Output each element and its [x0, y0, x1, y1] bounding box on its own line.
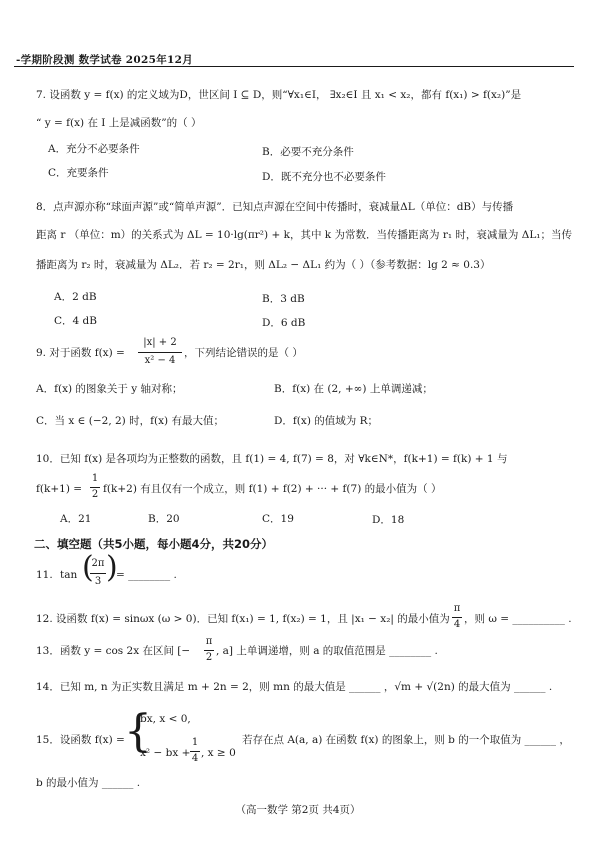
q8-option-b: B．3 dB	[262, 293, 305, 305]
q9-option-d: D．f(x) 的值域为 R；	[274, 415, 378, 427]
q10-line2-suffix: f(k+2) 有且仅有一个成立，则 f(1) + f(2) + ··· + f(7) 的最小值为（ ）	[103, 483, 442, 495]
q12-fraction-denominator: 4	[453, 619, 461, 630]
q12-suffix: ，则 ω = __________ .	[464, 613, 572, 625]
q8-line2: 距离 r （单位：m）的关系式为 ΔL = 10·lg(πr²) + k，其中 k 为常数．当传播距离为 r₁ 时，衰减量为 ΔL₁；当传	[36, 229, 572, 241]
q15-prefix: 15．设函数 f(x) =	[36, 734, 125, 746]
q10-option-b: B．20	[148, 513, 180, 525]
q13-fraction-numerator: π	[205, 636, 213, 647]
q11-fraction-bar	[90, 573, 106, 574]
q10-option-a: A．21	[60, 513, 92, 525]
q9-prefix: 9. 对于函数 f(x) =	[36, 347, 125, 359]
q10-fraction-bar	[90, 487, 100, 488]
q7-option-c: C．充要条件	[48, 167, 109, 179]
q10-fraction-denominator: 2	[91, 489, 99, 500]
q7-option-a: A．充分不必要条件	[48, 143, 140, 155]
section-fill-in-title: 二、填空题（共5小题，每小题4分，共20分）	[34, 537, 274, 551]
q10-line1: 10．已知 f(x) 是各项均为正整数的函数，且 f(1) = 4, f(7) = 8，对 ∀k∈N*，f(k+1) = f(k) + 1 与	[36, 453, 508, 465]
q8-option-d: D．6 dB	[262, 317, 306, 329]
q8-line3: 播距离为 r₂ 时，衰减量为 ΔL₂．若 r₂ = 2r₁，则 ΔL₂ − ΔL₁ 约为（ ）（参考数据：lg 2 ≈ 0.3）	[36, 259, 491, 271]
q14-text: 14．已知 m, n 为正实数且满足 m + 2n = 2，则 mn 的最大值是 ______ ，√m + √(2n) 的最大值为 ______ .	[36, 681, 553, 693]
q15-case-2-right: , x ≥ 0	[201, 747, 236, 759]
q9-fraction-numerator: |x| + 2	[143, 337, 177, 348]
q11-right-paren: )	[106, 550, 118, 585]
q11-tan: tan	[60, 569, 78, 581]
header-rule	[14, 66, 574, 67]
q11-fraction-numerator: 2π	[91, 558, 105, 569]
q11-answer-blank: = ________ .	[116, 569, 177, 581]
q8-option-a: A．2 dB	[54, 291, 97, 303]
q7-line1: 7. 设函数 y = f(x) 的定义域为D，世区间 I ⊆ D，则“∀x₁∈I， ∃x₂∈I 且 x₁ < x₂，都有 f(x₁) > f(x₂)”是	[36, 89, 522, 101]
q8-option-c: C．4 dB	[54, 315, 97, 327]
q10-option-c: C．19	[262, 513, 294, 525]
q10-line2-prefix: f(k+1) =	[36, 483, 83, 495]
q11-left-paren: (	[82, 550, 94, 585]
q7-option-b: B．必要不充分条件	[262, 146, 354, 158]
q9-option-a: A．f(x) 的图象关于 y 轴对称；	[36, 383, 183, 395]
q10-option-d: D．18	[372, 514, 405, 526]
q15-fraction-numerator: 1	[191, 737, 199, 748]
q9-fraction-bar	[138, 352, 182, 353]
q15-suffix: 若存在点 A(a, a) 在函数 f(x) 的图象上，则 b 的一个取值为 ______ ，	[242, 734, 570, 746]
q8-line1: 8．点声源亦称“球面声源”或“简单声源”．已知点声源在空间中传播时，衰减量ΔL（单位：dB）与传播	[36, 201, 514, 213]
q15-fraction-bar	[190, 751, 200, 752]
q12-fraction-numerator: π	[453, 603, 461, 614]
page-footer: （高一数学 第2页 共4页）	[235, 804, 361, 816]
q7-option-d: D．既不充分也不必要条件	[262, 171, 386, 183]
q15-piecewise-brace: {	[124, 706, 152, 757]
q12-prefix: 12. 设函数 f(x) = sinωx (ω > 0)．已知 f(x₁) = 1, f(x₂) = 1，且 |x₁ − x₂| 的最小值为	[36, 613, 450, 625]
q15-case-2-left: x² − bx +	[140, 747, 191, 759]
q10-fraction-numerator: 1	[91, 473, 99, 484]
q15-fraction-denominator: 4	[191, 753, 199, 764]
q15-line2: b 的最小值为 ______ .	[36, 777, 141, 789]
page-header: -学期阶段测 数学试卷 2025年12月	[16, 54, 194, 66]
q11-number: 11.	[36, 569, 53, 581]
q11-fraction-denominator: 3	[94, 576, 102, 587]
q15-case-1: bx, x < 0,	[140, 713, 191, 725]
q9-option-c: C．当 x ∈ (−2, 2) 时，f(x) 有最大值；	[36, 415, 224, 427]
q13-fraction-bar	[204, 650, 214, 651]
q9-option-b: B．f(x) 在 (2, +∞) 上单调递减；	[274, 383, 433, 395]
q9-fraction-denominator: x² − 4	[144, 355, 176, 366]
q7-line2: “ y = f(x) 在 I 上是减函数”的（ ）	[36, 117, 202, 129]
q13-fraction-denominator: 2	[205, 652, 213, 663]
q13-prefix: 13．函数 y = cos 2x 在区间 [−	[36, 645, 191, 657]
q13-suffix: , a] 上单调递增，则 a 的取值范围是 ________ .	[216, 645, 438, 657]
q12-fraction-bar	[452, 617, 462, 618]
q9-suffix: ，下列结论错误的是（ ）	[184, 347, 303, 359]
